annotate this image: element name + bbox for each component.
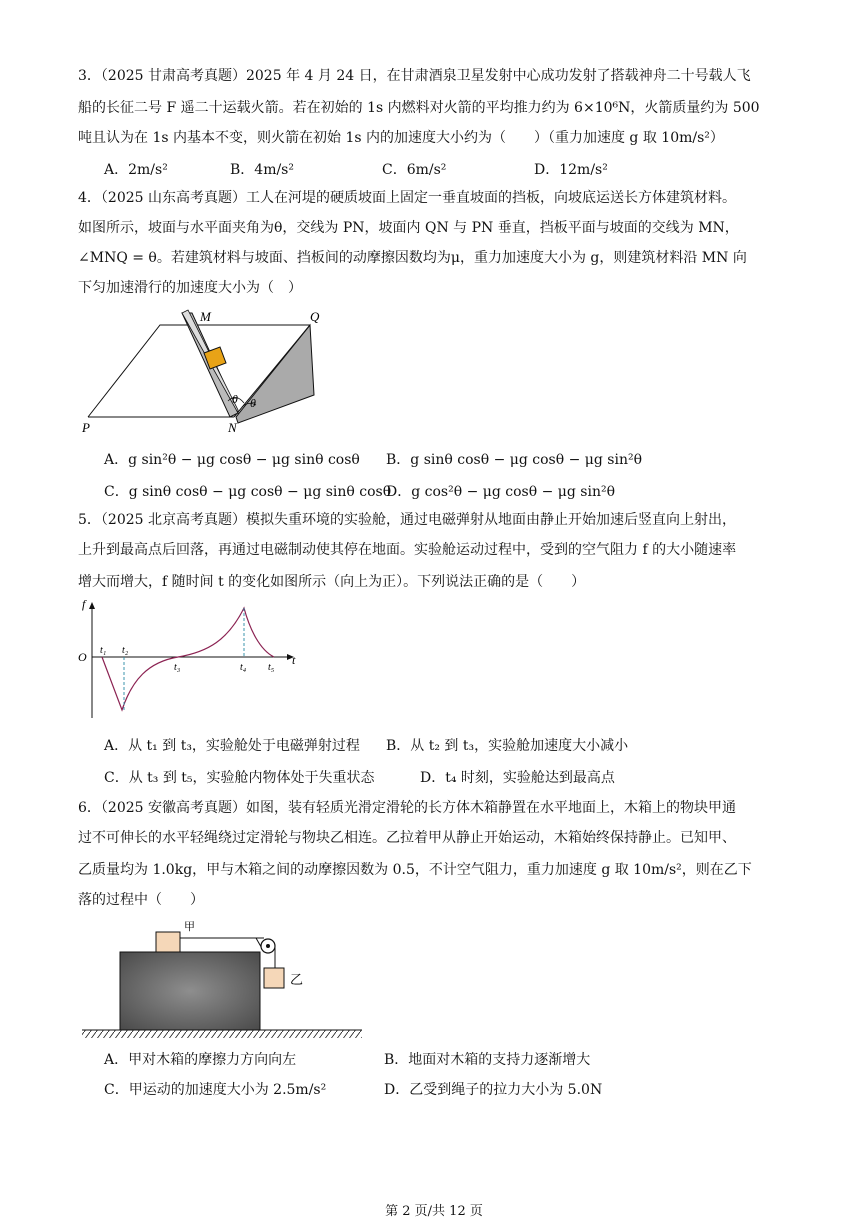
q6-option-c: C．甲运动的加速度大小为 2.5m/s²: [104, 1082, 327, 1098]
label-m: M: [200, 309, 211, 324]
q6-line-3: 乙质量均为 1.0kg，甲与木箱之间的动摩擦因数为 0.5，不计空气阻力，重力加速度 g 取 10m/s²，则在乙下: [78, 862, 752, 878]
q3-line-1: 3．（2025 甘肃高考真题）2025 年 4 月 24 日，在甘肃酒泉卫星发射中心成功发射了搭载神舟二十号载人飞: [78, 68, 751, 84]
ground-hatch: [82, 1030, 362, 1038]
label-t: t: [292, 653, 296, 667]
q5-option-c: C．从 t₃ 到 t₅，实验舱内物体处于失重状态: [104, 770, 375, 786]
q6-box-pulley-figure: [78, 912, 398, 1042]
q6-option-a: A．甲对木箱的摩擦力方向向左: [104, 1052, 297, 1068]
q4-line-3: ∠MNQ = θ。若建筑材料与坡面、挡板间的动摩擦因数均为μ，重力加速度大小为 g，则建筑材料沿 MN 向: [78, 250, 747, 266]
q4-option-d: D．g cos²θ − μg cosθ − μg sin²θ: [386, 484, 616, 500]
label-t4: t₄: [240, 662, 247, 673]
label-f: f: [82, 600, 86, 611]
label-t1: t₁: [100, 645, 107, 656]
label-n: N: [228, 420, 237, 435]
q4-line-4: 下匀加速滑行的加速度大小为（ ）: [78, 280, 302, 296]
label-theta-1: θ: [232, 392, 238, 406]
q5-line-2: 上升到最高点后回落，再通过电磁制动使其停在地面。实验舱运动过程中，受到的空气阻力 f 的大小随速率: [78, 542, 737, 558]
q5-option-d: D．t₄ 时刻，实验舱达到最高点: [420, 770, 615, 786]
q5-line-1: 5．（2025 北京高考真题）模拟失重环境的实验舱，通过电磁弹射从地面由静止开始加速后竖直向上射出，: [78, 512, 736, 528]
block-jia: [156, 932, 180, 952]
q5-line-3: 增大而增大，f 随时间 t 的变化如图所示（向上为正）。下列说法正确的是（ ）: [78, 574, 586, 590]
label-theta-2: θ: [250, 396, 256, 410]
q3-option-a: A．2m/s²: [104, 162, 168, 178]
q5-f-t-graph: [78, 600, 308, 725]
q3-option-c: C．6m/s²: [382, 162, 447, 178]
q4-slope-figure: [78, 305, 338, 440]
q6-line-4: 落的过程中（ ）: [78, 892, 204, 908]
q3-line-2: 船的长征二号 F 遥二十运载火箭。若在初始的 1s 内燃料对火箭的平均推力约为 6×10⁶N，火箭质量约为 500: [78, 100, 760, 116]
label-t2: t₂: [122, 645, 129, 656]
q4-line-2: 如图所示，坡面与水平面夹角为θ，交线为 PN，坡面内 QN 与 PN 垂直，挡板平面与坡面的交线为 MN，: [78, 220, 739, 236]
q5-option-b: B．从 t₂ 到 t₃，实验舱加速度大小减小: [386, 738, 629, 754]
q6-line-1: 6．（2025 安徽高考真题）如图，装有轻质光滑定滑轮的长方体木箱静置在水平地面上，木箱上的物块甲通: [78, 800, 736, 816]
q4-line-1: 4．（2025 山东高考真题）工人在河堤的硬质坡面上固定一垂直坡面的挡板，向坡底运送长方体建筑材料。: [78, 190, 736, 206]
label-jia: 甲: [184, 920, 195, 933]
q6-option-d: D．乙受到绳子的拉力大小为 5.0N: [384, 1082, 603, 1098]
page-footer: 第 2 页/共 12 页: [385, 1204, 483, 1219]
label-origin: O: [78, 650, 87, 664]
label-q: Q: [310, 309, 320, 324]
q3-line-3: 吨且认为在 1s 内基本不变，则火箭在初始 1s 内的加速度大小约为（ ）（重力加速度 g 取 10m/s²）: [78, 130, 724, 146]
q3-option-d: D．12m/s²: [534, 162, 608, 178]
label-t3: t₃: [174, 662, 181, 673]
q4-option-c: C．g sinθ cosθ − μg cosθ − μg sinθ cosθ: [104, 484, 392, 500]
block-yi: [264, 968, 284, 988]
wooden-box: [120, 952, 260, 1030]
label-t5: t₅: [268, 662, 275, 673]
slope-plane: [236, 325, 314, 423]
q6-option-b: B．地面对木箱的支持力逐渐增大: [384, 1052, 591, 1068]
q3-option-b: B．4m/s²: [230, 162, 294, 178]
q6-line-2: 过不可伸长的水平轻绳绕过定滑轮与物块乙相连。乙拉着甲从静止开始运动，木箱始终保持静止。已知甲、: [78, 830, 736, 846]
f-curve: [102, 608, 274, 710]
label-yi: 乙: [290, 973, 304, 988]
q4-option-a: A．g sin²θ − μg cosθ − μg sinθ cosθ: [104, 452, 360, 468]
label-p: P: [82, 420, 90, 435]
q4-option-b: B．g sinθ cosθ − μg cosθ − μg sin²θ: [386, 452, 643, 468]
q5-option-a: A．从 t₁ 到 t₃，实验舱处于电磁弹射过程: [104, 738, 360, 754]
f-axis-arrow: [89, 602, 95, 609]
pulley-axle: [266, 944, 270, 948]
